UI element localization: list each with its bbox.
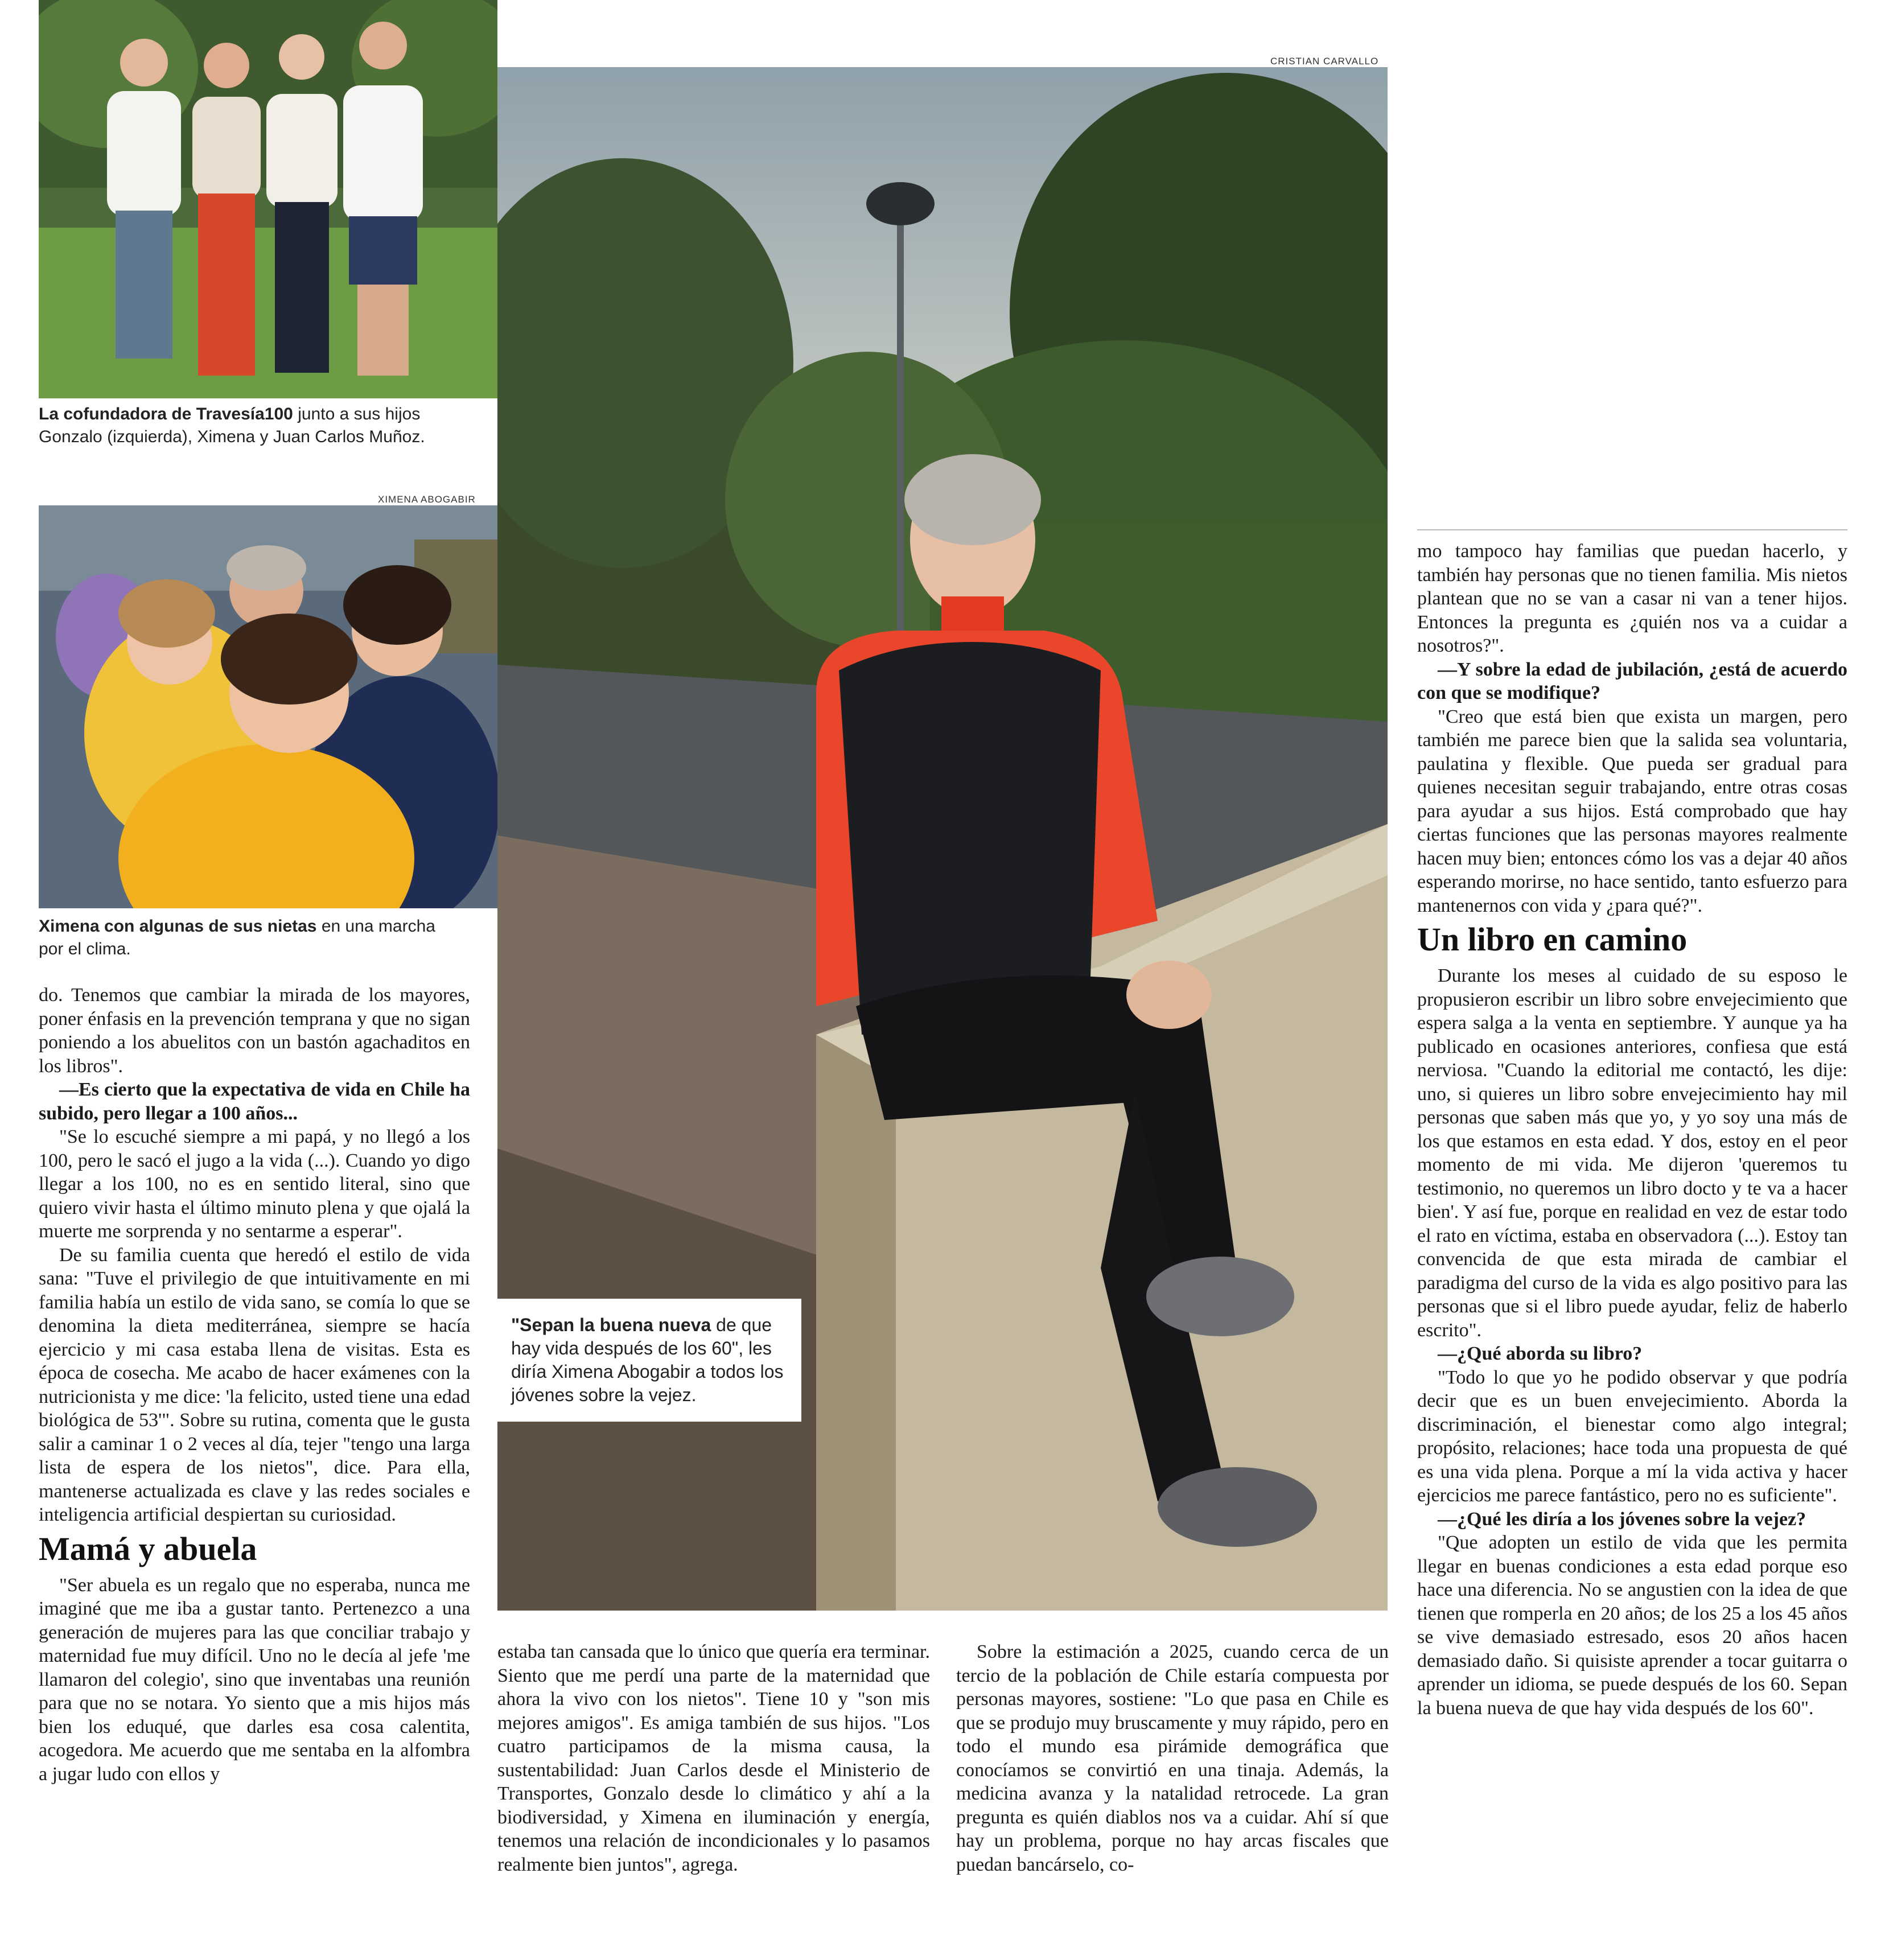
granddaughters-photo-credit: XIMENA ABOGABIR: [378, 494, 476, 505]
section-heading-un-libro-en-camino: Un libro en camino: [1417, 921, 1688, 958]
interview-question: —¿Qué les diría a los jóvenes sobre la vejez?: [1438, 1508, 1806, 1530]
interview-question: —¿Qué aborda su libro?: [1438, 1343, 1643, 1364]
family-photo: [39, 0, 497, 398]
col1-paragraph: De su familia cuenta que heredó el estilo de vida sana: "Tuve el privilegio de que intuitivamente en mi familia había un estilo de vida sano, se comía lo que se denomina la dieta mediterránea, siempre se hacía ejercicio y mi casa estaba llena de visitas. Esta es época de cosecha. Me acabo de hacer exámenes con la nutricionista y me dice: 'la felicito, usted tiene una edad biológica de 53'". Sobre su rutina, comenta que le gusta salir a caminar 1 o 2 veces al día, tejer "tengo una larga lista de espera de los nietos", dice. Para ella, mantenerse actualizada es clave y las redes sociales e inteligencia artificial despiertan su curiosidad.: [39, 1244, 470, 1525]
granddaughters-caption-bold: Ximena con algunas de sus nietas: [39, 917, 317, 936]
interview-question: —Es cierto que la expectativa de vida en Chile ha subido, pero llegar a 100 años...: [39, 1079, 470, 1124]
article-column-1: [39, 983, 470, 1786]
granddaughters-photo-caption: [39, 915, 460, 961]
granddaughters-photo: [39, 505, 497, 908]
main-photo-pullquote: [497, 1299, 801, 1422]
col1-paragraph: do. Tenemos que cambiar la mirada de los mayores, poner énfasis en la prevención temprana y que no sigan poniendo a los abuelitos con un bastón agachaditos en los libros".: [39, 985, 470, 1077]
pullquote-bold: "Sepan la buena nueva: [511, 1315, 711, 1335]
col4-paragraph: "Que adopten un estilo de vida que les permita llegar en buenas condiciones a esta edad porque eso hace una diferencia. No se angustien con la idea de que tienen que romperla en 20 años; de los 25 a los 45 años se vive demasiado estresado, esos 20 años hacen demasiado daño. Si quisiste aprender a tocar guitarra o aprender un idioma, se puede después de los 60. Sepan la buena nueva de que hay vida después de los 60".: [1417, 1532, 1847, 1719]
article-column-4: [1417, 540, 1847, 1720]
col1-paragraph: "Se lo escuché siempre a mi papá, y no llegó a los 100, pero le sacó el jugo a la vida (...). Cuando yo digo llegar a los 100, no es en sentido literal, sino que quiero vivir hasta el último minuto plena y que ojalá la muerte me sorprenda y no sentarme a esperar".: [39, 1126, 470, 1242]
col4-paragraph: Durante los meses al cuidado de su esposo le propusieron escribir un libro sobre envejecimiento que espera salga a la venta en septiembre. Y aunque ya ha publicado en ocasiones anteriores, confiesa que está nerviosa. "Cuando la editorial me contactó, les dije: uno, si quieres un libro sobre envejecimiento hay mil personas que saben más que yo, y yo soy una más de los que estamos en esta edad. Y dos, estoy en el peor momento de mi vida. Me dijeron 'queremos tu testimonio, no queremos un libro docto y te va a hacer bien'. Y así fue, porque en realidad en vez de estar todo el rato en víctima, estaba en observadora (...). Estoy tan convencida de que esta mirada de cambiar el paradigma del curso de la vida es algo positivo para las personas que si el libro puede ayudar, feliz de haberlo escrito".: [1417, 965, 1847, 1341]
interview-question: —Y sobre la edad de jubilación, ¿está de acuerdo con que se modifique?: [1417, 658, 1847, 703]
family-caption-text: junto a sus hijos Gonzalo (izquierda), Ximena y Juan Carlos Muñoz.: [39, 405, 425, 446]
family-photo-caption: [39, 403, 460, 448]
main-photo-credit: CRISTIAN CARVALLO: [1270, 56, 1379, 67]
col4-paragraph: "Creo que está bien que exista un margen, pero también me parece bien que la salida sea voluntaria, paulatina y flexible. Que pueda ser gradual para quienes necesitan seguir trabajando, entre otras cosas para ayudar a sus hijos. Está comprobado que hay ciertas funciones que las personas mayores realmente hacen muy bien; entonces cómo los vas a dejar 40 años esperando morirse, no hace sentido, tanto esfuerzo para mantenernos con vida y ¿para qué?".: [1417, 706, 1847, 916]
granddaughters-caption-text: en una marcha por el clima.: [39, 917, 435, 958]
col3-paragraph: Sobre la estimación a 2025, cuando cerca de un tercio de la población de Chile estaría compuesta por personas mayores, sostiene: "Lo que pasa en Chile es que se produjo muy bruscamente y muy rápido, pero en todo el mundo esa pirámide demográfica que conocíamos se convirtió en una tinaja. Además, la medicina avanza y la natalidad retrocede. La gran pregunta es quién diablos nos va a cuidar. Ahí sí que hay un problema, porque no hay arcas fiscales que puedan bancárselo, co-: [956, 1641, 1389, 1875]
column-top-rule: [1417, 529, 1847, 530]
article-column-3: [956, 1640, 1389, 1876]
col4-paragraph: mo tampoco hay familias que puedan hacerlo, y también hay personas que no tienen familia. Mis nietos plantean que no se van a casar ni van a tener hijos. Entonces la pregunta es ¿quién nos va a cuidar a nosotros?".: [1417, 541, 1847, 656]
article-column-2: [497, 1640, 930, 1876]
section-heading-mama-y-abuela: Mamá y abuela: [39, 1530, 257, 1567]
family-caption-bold: La cofundadora de Travesía100: [39, 405, 293, 423]
pullquote-text: de que hay vida después de los 60", les diría Ximena Abogabir a todos los jóvenes sobre la vejez.: [511, 1315, 784, 1405]
col4-paragraph: "Todo lo que yo he podido observar y que podría decir que es un buen envejecimiento. Aborda la discriminación, el bienestar como algo integral; propósito, relaciones; hace toda una propuesta de qué es una vida plena. Porque a mí la vida activa y hacer ejercicios me parece fantástico, pero no es suficiente".: [1417, 1366, 1847, 1506]
col2-paragraph: estaba tan cansada que lo único que quería era terminar. Siento que me perdí una parte de la maternidad que ahora la vivo con los nietos". Tiene 10 y "son mis mejores amigos". Es amiga también de sus hijos. "Los cuatro participamos de la misma causa, la sustentabilidad: Juan Carlos desde el Ministerio de Transportes, Gonzalo desde lo climático y ahí a la biodiversidad, y Ximena en iluminación y energía, tenemos una relación de incondicionales y lo pasamos realmente bien juntos", agrega.: [497, 1641, 930, 1875]
col1-paragraph: "Ser abuela es un regalo que no esperaba, nunca me imaginé que me iba a gustar tanto. Pertenezco a una generación de mujeres para las que conciliar trabajo y maternidad fue muy difícil. Uno no le decía al jefe 'me llamaron del colegio', sino que inventabas una reunión para que no se notara. Yo siento que a mis hijos más bien los eduqué, que darles esa cosa calentita, acogedora. Me acuerdo que me sentaba en la alfombra a jugar ludo con ellos y: [39, 1574, 470, 1785]
